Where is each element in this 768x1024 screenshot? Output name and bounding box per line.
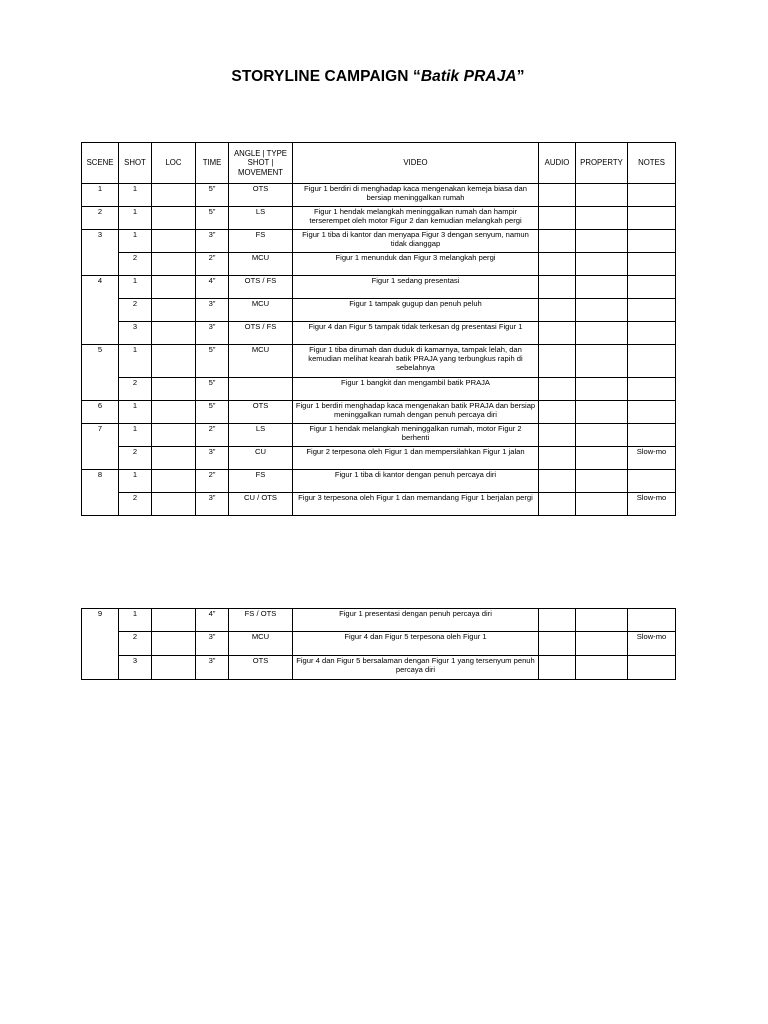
table-row xyxy=(82,230,676,253)
shot-notes: Slow-mo xyxy=(628,447,676,470)
shot-angle: MCU xyxy=(229,253,293,276)
shot-video: Figur 1 hendak melangkah meninggalkan rumah, motor Figur 2 berhenti xyxy=(293,424,539,447)
header-property: PROPERTY xyxy=(576,143,628,184)
shot-audio xyxy=(539,424,576,447)
shot-time: 3” xyxy=(196,299,229,322)
shot-video: Figur 1 bangkit dan mengambil batik PRAJA xyxy=(293,378,539,401)
scene-number: 7 xyxy=(82,424,119,470)
shot-notes xyxy=(628,345,676,378)
shot-angle: OTS xyxy=(229,401,293,424)
shot-time: 5” xyxy=(196,378,229,401)
shot-angle: MCU xyxy=(229,299,293,322)
table-body xyxy=(82,609,676,680)
scene-number: 1 xyxy=(82,184,119,207)
shot-number: 2 xyxy=(119,493,152,516)
header-time: TIME xyxy=(196,143,229,184)
shot-number: 2 xyxy=(119,299,152,322)
shot-loc xyxy=(152,470,196,493)
shot-audio xyxy=(539,322,576,345)
shot-video: Figur 1 berdiri di menghadap kaca mengenakan kemeja biasa dan bersiap meninggalkan rumah xyxy=(293,184,539,207)
shot-property xyxy=(576,207,628,230)
shot-notes xyxy=(628,184,676,207)
shot-property xyxy=(576,493,628,516)
shot-number: 3 xyxy=(119,656,152,680)
storyboard-table-1 xyxy=(81,142,676,516)
shot-notes xyxy=(628,253,676,276)
table-row xyxy=(82,609,676,632)
shot-property xyxy=(576,299,628,322)
table-row xyxy=(82,207,676,230)
shot-property xyxy=(576,276,628,299)
shot-loc xyxy=(152,493,196,516)
shot-video: Figur 3 terpesona oleh Figur 1 dan memandang Figur 1 berjalan pergi xyxy=(293,493,539,516)
shot-video: Figur 1 tiba di kantor dan menyapa Figur 3 dengan senyum, namun tidak dianggap xyxy=(293,230,539,253)
shot-audio xyxy=(539,493,576,516)
shot-notes: Slow-mo xyxy=(628,493,676,516)
scene-number: 6 xyxy=(82,401,119,424)
shot-number: 2 xyxy=(119,447,152,470)
shot-time: 3” xyxy=(196,656,229,680)
header-notes: NOTES xyxy=(628,143,676,184)
shot-notes xyxy=(628,424,676,447)
shot-angle: CU / OTS xyxy=(229,493,293,516)
shot-angle: LS xyxy=(229,424,293,447)
shot-angle: OTS / FS xyxy=(229,322,293,345)
shot-video: Figur 1 tiba di kantor dengan penuh percaya diri xyxy=(293,470,539,493)
shot-time: 3” xyxy=(196,493,229,516)
header-angle: ANGLE | TYPE SHOT | MOVEMENT xyxy=(229,143,293,184)
shot-angle: OTS xyxy=(229,656,293,680)
table-row xyxy=(82,276,676,299)
table-row xyxy=(82,401,676,424)
shot-video: Figur 4 dan Figur 5 bersalaman dengan Figur 1 yang tersenyum penuh percaya diri xyxy=(293,656,539,680)
table-row xyxy=(82,345,676,378)
shot-notes: Slow-mo xyxy=(628,632,676,656)
shot-property xyxy=(576,184,628,207)
storyboard-table-2 xyxy=(81,608,676,680)
shot-property xyxy=(576,230,628,253)
header-loc: LOC xyxy=(152,143,196,184)
shot-number: 2 xyxy=(119,378,152,401)
shot-notes xyxy=(628,378,676,401)
shot-audio xyxy=(539,184,576,207)
shot-property xyxy=(576,447,628,470)
table-row xyxy=(82,470,676,493)
table-row xyxy=(82,322,676,345)
shot-time: 5” xyxy=(196,207,229,230)
shot-number: 1 xyxy=(119,345,152,378)
header-audio: AUDIO xyxy=(539,143,576,184)
table-body xyxy=(82,184,676,516)
shot-loc xyxy=(152,424,196,447)
shot-audio xyxy=(539,299,576,322)
shot-angle: OTS xyxy=(229,184,293,207)
shot-time: 3” xyxy=(196,322,229,345)
shot-number: 3 xyxy=(119,322,152,345)
shot-loc xyxy=(152,207,196,230)
shot-loc xyxy=(152,345,196,378)
shot-property xyxy=(576,345,628,378)
shot-time: 3” xyxy=(196,447,229,470)
shot-loc xyxy=(152,184,196,207)
scene-number: 3 xyxy=(82,230,119,276)
shot-audio xyxy=(539,207,576,230)
shot-audio xyxy=(539,401,576,424)
shot-time: 4” xyxy=(196,276,229,299)
shot-audio xyxy=(539,609,576,632)
shot-loc xyxy=(152,632,196,656)
shot-number: 1 xyxy=(119,470,152,493)
shot-angle: FS xyxy=(229,230,293,253)
shot-property xyxy=(576,656,628,680)
table-row xyxy=(82,378,676,401)
table-row xyxy=(82,424,676,447)
shot-video: Figur 1 hendak melangkah meninggalkan rumah dan hampir terserempet oleh motor Figur 2 dan kemudian melangkah pergi xyxy=(293,207,539,230)
shot-property xyxy=(576,632,628,656)
shot-loc xyxy=(152,276,196,299)
title-main: STORYLINE CAMPAIGN “ xyxy=(231,68,421,85)
shot-property xyxy=(576,401,628,424)
shot-number: 2 xyxy=(119,632,152,656)
shot-property xyxy=(576,253,628,276)
header-scene: SCENE xyxy=(82,143,119,184)
shot-angle: FS xyxy=(229,470,293,493)
shot-video: Figur 1 tiba dirumah dan duduk di kamarnya, tampak lelah, dan kemudian melihat kearah batik PRAJA yang terbungkus rapih di sebelahnya xyxy=(293,345,539,378)
shot-property xyxy=(576,609,628,632)
shot-property xyxy=(576,378,628,401)
table-row xyxy=(82,299,676,322)
shot-time: 5” xyxy=(196,345,229,378)
shot-notes xyxy=(628,207,676,230)
shot-number: 1 xyxy=(119,230,152,253)
header-shot: SHOT xyxy=(119,143,152,184)
shot-video: Figur 1 berdiri menghadap kaca mengenakan batik PRAJA dan bersiap meninggalkan rumah dengan penuh percaya diri xyxy=(293,401,539,424)
shot-video: Figur 1 menunduk dan Figur 3 melangkah pergi xyxy=(293,253,539,276)
shot-notes xyxy=(628,401,676,424)
table-row xyxy=(82,184,676,207)
scene-number: 9 xyxy=(82,609,119,680)
shot-loc xyxy=(152,253,196,276)
shot-loc xyxy=(152,378,196,401)
shot-time: 2” xyxy=(196,253,229,276)
shot-video: Figur 1 tampak gugup dan penuh peluh xyxy=(293,299,539,322)
shot-audio xyxy=(539,632,576,656)
shot-video: Figur 4 dan Figur 5 terpesona oleh Figur 1 xyxy=(293,632,539,656)
shot-angle: CU xyxy=(229,447,293,470)
scene-number: 8 xyxy=(82,470,119,516)
table-row xyxy=(82,493,676,516)
shot-number: 1 xyxy=(119,401,152,424)
shot-loc xyxy=(152,401,196,424)
shot-loc xyxy=(152,322,196,345)
shot-notes xyxy=(628,609,676,632)
shot-number: 1 xyxy=(119,184,152,207)
shot-number: 1 xyxy=(119,424,152,447)
shot-video: Figur 2 terpesona oleh Figur 1 dan mempersilahkan Figur 1 jalan xyxy=(293,447,539,470)
shot-angle: MCU xyxy=(229,345,293,378)
shot-audio xyxy=(539,656,576,680)
scene-number: 5 xyxy=(82,345,119,401)
shot-angle: OTS / FS xyxy=(229,276,293,299)
table-row xyxy=(82,632,676,656)
shot-angle: MCU xyxy=(229,632,293,656)
shot-time: 2” xyxy=(196,470,229,493)
shot-video: Figur 1 sedang presentasi xyxy=(293,276,539,299)
shot-time: 3” xyxy=(196,230,229,253)
shot-property xyxy=(576,322,628,345)
shot-time: 3” xyxy=(196,632,229,656)
shot-angle: FS / OTS xyxy=(229,609,293,632)
shot-number: 1 xyxy=(119,207,152,230)
shot-audio xyxy=(539,253,576,276)
shot-loc xyxy=(152,609,196,632)
shot-video: Figur 4 dan Figur 5 tampak tidak terkesan dg presentasi Figur 1 xyxy=(293,322,539,345)
shot-notes xyxy=(628,299,676,322)
shot-number: 2 xyxy=(119,253,152,276)
shot-angle xyxy=(229,378,293,401)
scene-number: 2 xyxy=(82,207,119,230)
shot-property xyxy=(576,470,628,493)
header-video: VIDEO xyxy=(293,143,539,184)
shot-notes xyxy=(628,276,676,299)
shot-number: 1 xyxy=(119,276,152,299)
shot-video: Figur 1 presentasi dengan penuh percaya diri xyxy=(293,609,539,632)
shot-time: 4” xyxy=(196,609,229,632)
title-italic: Batik PRAJA xyxy=(420,68,517,85)
shot-time: 5” xyxy=(196,184,229,207)
shot-notes xyxy=(628,230,676,253)
shot-time: 2” xyxy=(196,424,229,447)
table-row xyxy=(82,656,676,680)
shot-audio xyxy=(539,378,576,401)
table-row xyxy=(82,253,676,276)
scene-number: 4 xyxy=(82,276,119,345)
shot-audio xyxy=(539,276,576,299)
title-end: ” xyxy=(516,68,525,85)
shot-property xyxy=(576,424,628,447)
shot-angle: LS xyxy=(229,207,293,230)
table-header xyxy=(82,143,676,184)
shot-loc xyxy=(152,656,196,680)
shot-audio xyxy=(539,230,576,253)
shot-time: 5” xyxy=(196,401,229,424)
shot-notes xyxy=(628,470,676,493)
shot-notes xyxy=(628,322,676,345)
shot-audio xyxy=(539,447,576,470)
shot-loc xyxy=(152,447,196,470)
table-row xyxy=(82,447,676,470)
shot-loc xyxy=(152,230,196,253)
page-title xyxy=(0,68,756,86)
shot-notes xyxy=(628,656,676,680)
shot-loc xyxy=(152,299,196,322)
shot-audio xyxy=(539,470,576,493)
shot-audio xyxy=(539,345,576,378)
shot-number: 1 xyxy=(119,609,152,632)
